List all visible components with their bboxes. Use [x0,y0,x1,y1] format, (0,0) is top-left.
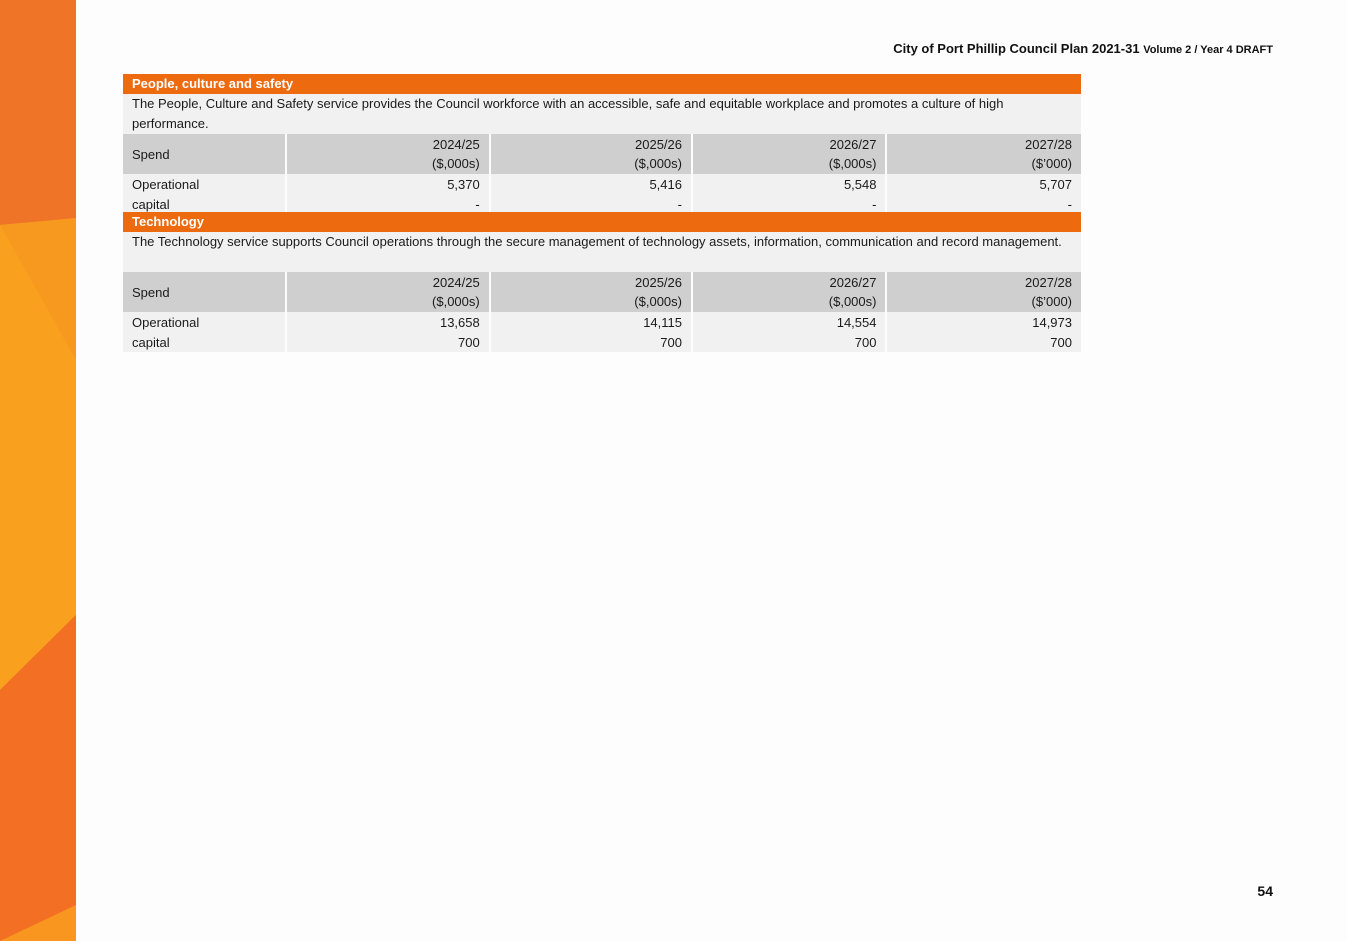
year-label: 2026/27 [829,275,877,290]
document-subtitle: Volume 2 / Year 4 DRAFT [1143,44,1273,56]
year-header [286,134,489,174]
year-header [490,272,692,312]
row-label: Operational [123,312,286,332]
cell-value: 5,707 [886,174,1081,194]
document-header [893,41,1273,56]
year-header [886,134,1081,174]
table-row [123,332,1081,352]
spend-table [123,134,1081,214]
table-header-row [123,134,1081,174]
cell-value: 700 [286,332,489,352]
document-title: City of Port Phillip Council Plan 2021-31 [893,41,1140,56]
cell-value: - [692,194,886,214]
unit-label: ($,000s) [634,294,682,309]
section-title: People, culture and safety [123,74,1081,94]
cell-value: 13,658 [286,312,489,332]
spend-header: Spend [123,134,286,174]
section-people-culture-safety [123,74,1081,214]
unit-label: ($,000s) [828,156,877,171]
cell-value: 5,416 [490,174,692,194]
cell-value: - [286,194,489,214]
year-header [490,134,692,174]
spend-table [123,272,1081,352]
year-header [692,272,886,312]
year-label: 2024/25 [432,275,480,290]
cell-value: 700 [490,332,692,352]
section-technology [123,212,1081,352]
decorative-side-band [0,0,76,941]
table-row [123,174,1081,194]
side-band-graphic [0,0,76,941]
page-number: 54 [1257,883,1273,899]
spend-header: Spend [123,272,286,312]
year-label: 2027/28 [1025,137,1072,152]
year-label: 2024/25 [432,137,480,152]
table-row [123,194,1081,214]
row-label: capital [123,332,286,352]
cell-value: 14,973 [886,312,1081,332]
cell-value: 5,370 [286,174,489,194]
cell-value: 5,548 [692,174,886,194]
table-header-row [123,272,1081,312]
cell-value: - [490,194,692,214]
row-label: Operational [123,174,286,194]
row-label: capital [123,194,286,214]
cell-value: 14,554 [692,312,886,332]
unit-label: ($,000s) [432,156,480,171]
unit-label: ($,000s) [634,156,682,171]
unit-label: ($’000) [1031,156,1072,171]
section-title: Technology [123,212,1081,232]
year-label: 2027/28 [1025,275,1072,290]
unit-label: ($’000) [1031,294,1072,309]
cell-value: - [886,194,1081,214]
section-description: The Technology service supports Council operations through the secure management of technology assets, information, communication and record management. [123,232,1081,272]
year-header [286,272,489,312]
cell-value: 700 [692,332,886,352]
cell-value: 14,115 [490,312,692,332]
year-label: 2026/27 [829,137,877,152]
year-label: 2025/26 [635,275,682,290]
unit-label: ($,000s) [432,294,480,309]
unit-label: ($,000s) [828,294,877,309]
year-header [692,134,886,174]
cell-value: 700 [886,332,1081,352]
section-description: The People, Culture and Safety service provides the Council workforce with an accessible, safe and equitable workplace and promotes a culture of high performance. [123,94,1081,134]
year-header [886,272,1081,312]
table-row [123,312,1081,332]
year-label: 2025/26 [635,137,682,152]
